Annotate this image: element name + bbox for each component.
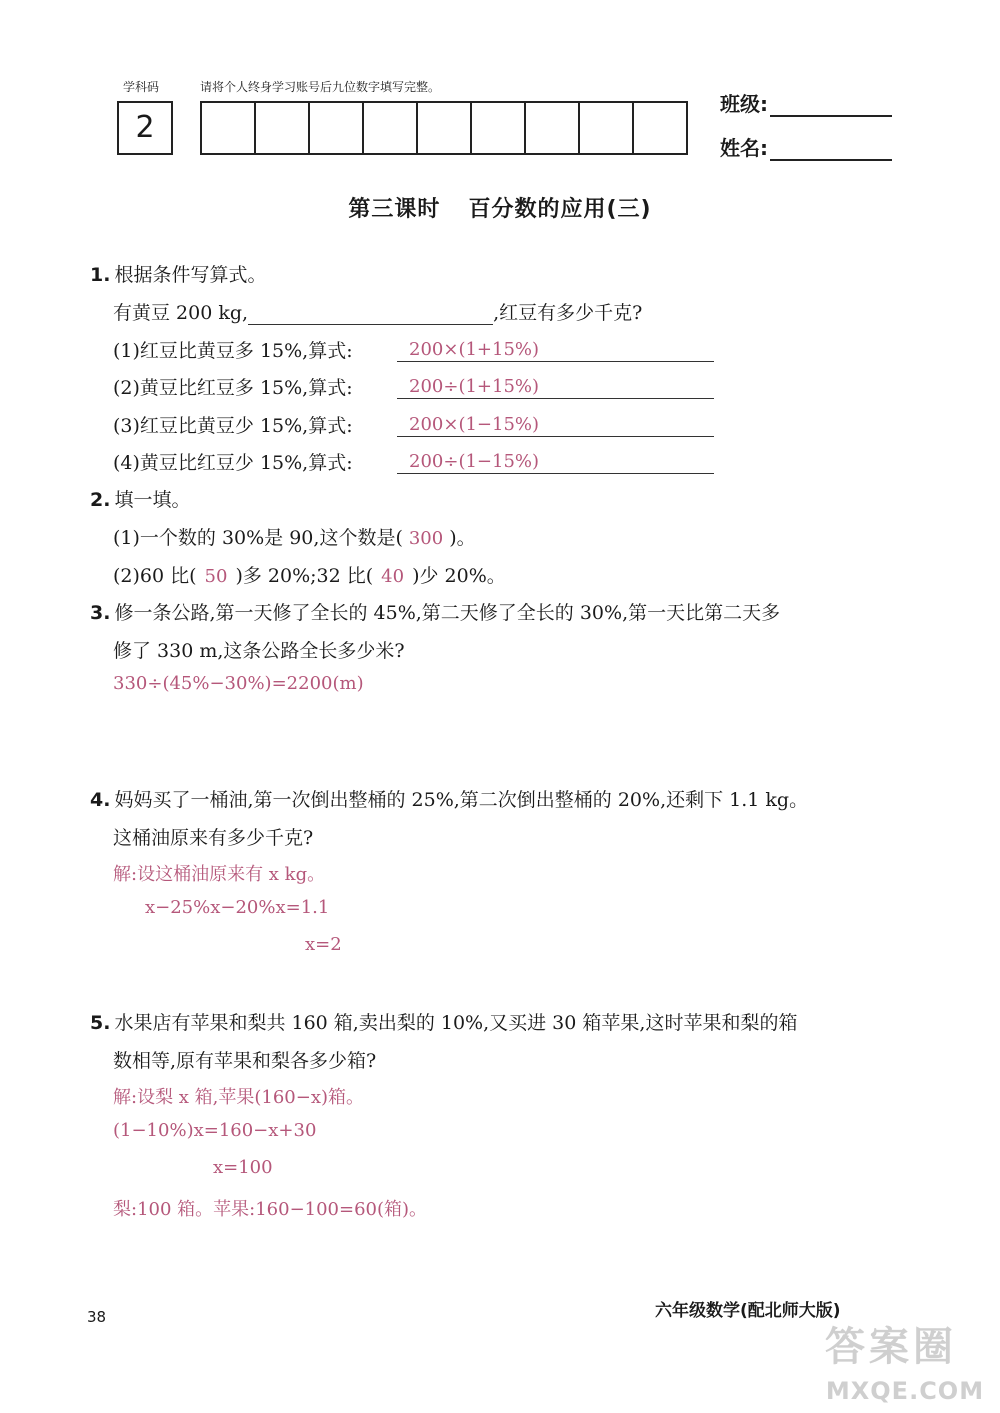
q5-answer-2: (1−10%)x=160−x+30 [113,1120,317,1141]
q5-answer-3: x=100 [213,1157,273,1178]
q1-item-3-label: (3)红豆比黄豆少 15%,算式: [113,415,353,437]
q1-premise-after: ,红豆有多少千克? [493,302,643,324]
q1-premise [113,298,642,325]
q3-number: 3. [90,602,111,624]
q1-number: 1. [90,264,111,286]
q1-item-3-answer: 200×(1−15%) [409,414,540,435]
q4-line-2: 这桶油原来有多少千克? [113,827,314,849]
watermark-text: MXQE.COM [825,1377,985,1405]
account-digit-cell[interactable] [418,103,472,153]
q4-text-1: 妈妈买了一桶油,第一次倒出整桶的 25%,第二次倒出整桶的 20%,还剩下 1.1 kg。 [114,789,809,811]
subject-code-label: 学科码 [123,80,160,94]
q2-item-2-answer-2[interactable]: 40 [381,566,405,587]
q1-item-3-answer-line[interactable] [397,413,714,437]
q1-prompt: 根据条件写算式。 [114,264,267,286]
q1-item-2-answer-line[interactable] [397,375,714,399]
q5-answer-1: 解:设梨 x 箱,苹果(160−x)箱。 [113,1087,365,1108]
account-instructions: 请将个人终身学习账号后九位数字填写完整。 [200,80,441,94]
q3-answer: 330÷(45%−30%)=2200(m) [113,673,364,694]
q2-item-2-answer-1[interactable]: 50 [204,566,228,587]
account-digit-cell[interactable] [634,103,688,153]
q3-text-1: 修一条公路,第一天修了全长的 45%,第二天修了全长的 30%,第一天比第二天多 [114,602,781,624]
q2-item-1-answer[interactable]: 300 [408,528,444,549]
page-title [0,192,1000,223]
title-topic: 百分数的应用(三) [468,197,652,222]
q2-number: 2. [90,489,111,511]
subject-code-box: 2 [117,101,173,155]
account-digit-cell[interactable] [364,103,418,153]
class-label: 班级: [720,92,768,116]
q2-item-1 [113,523,476,550]
book-title: 六年级数学(配北师大版) [655,1301,841,1321]
account-digit-cell[interactable] [202,103,256,153]
q1-premise-blank[interactable] [248,303,493,325]
q3-line-2: 修了 330 m,这条公路全长多少米? [113,640,405,662]
q2-item-2-text-b: )多 20%;32 比( [235,565,374,587]
q1-item-4-answer-line[interactable] [397,450,714,474]
class-input-line[interactable] [770,95,892,117]
account-digit-cell[interactable] [526,103,580,153]
q2-item-2 [113,561,506,588]
account-number-boxes[interactable] [200,101,688,155]
q1-premise-before: 有黄豆 200 kg, [113,302,249,324]
q4-answer-3: x=2 [305,934,342,955]
q1-item-4-answer: 200÷(1−15%) [409,451,540,472]
q1-item-2-answer: 200÷(1+15%) [409,376,540,397]
name-field [720,132,892,161]
q1-prompt-line [90,260,266,287]
q4-answer-2: x−25%x−20%x=1.1 [145,897,330,918]
q5-answer-4: 梨:100 箱。苹果:160−100=60(箱)。 [113,1199,428,1220]
title-lesson: 第三课时 [348,197,441,222]
q5-line-2: 数相等,原有苹果和梨各多少箱? [113,1050,377,1072]
name-input-line[interactable] [770,139,892,161]
class-field [720,88,892,117]
account-digit-cell[interactable] [580,103,634,153]
q1-item-1-answer-line[interactable] [397,338,714,362]
q2-prompt-line [90,485,190,512]
q2-item-1-end: )。 [449,527,476,549]
q1-item-2-label: (2)黄豆比红豆多 15%,算式: [113,377,353,399]
q4-number: 4. [90,789,111,811]
q3-line-1 [90,598,780,625]
watermark-logo [815,1315,995,1405]
watermark-chars: 答案圈 [825,1324,957,1370]
q2-item-2-text-a: (2)60 比( [113,565,197,587]
q5-number: 5. [90,1012,111,1034]
q4-answer-1: 解:设这桶油原来有 x kg。 [113,864,326,885]
account-digit-cell[interactable] [472,103,526,153]
q1-item-1-answer: 200×(1+15%) [409,339,540,360]
q2-prompt: 填一填。 [114,489,191,511]
q5-line-1 [90,1008,797,1035]
page-number: 38 [87,1308,107,1326]
q1-item-4-label: (4)黄豆比红豆少 15%,算式: [113,452,353,474]
account-digit-cell[interactable] [256,103,310,153]
q2-item-2-text-c: )少 20%。 [412,565,506,587]
q1-item-1-label: (1)红豆比黄豆多 15%,算式: [113,340,353,362]
q4-line-1 [90,785,808,812]
name-label: 姓名: [720,136,768,160]
account-digit-cell[interactable] [310,103,364,153]
q2-item-1-text: (1)一个数的 30%是 90,这个数是( [113,527,403,549]
q5-text-1: 水果店有苹果和梨共 160 箱,卖出梨的 10%,又买进 30 箱苹果,这时苹果和梨的箱 [114,1012,798,1034]
